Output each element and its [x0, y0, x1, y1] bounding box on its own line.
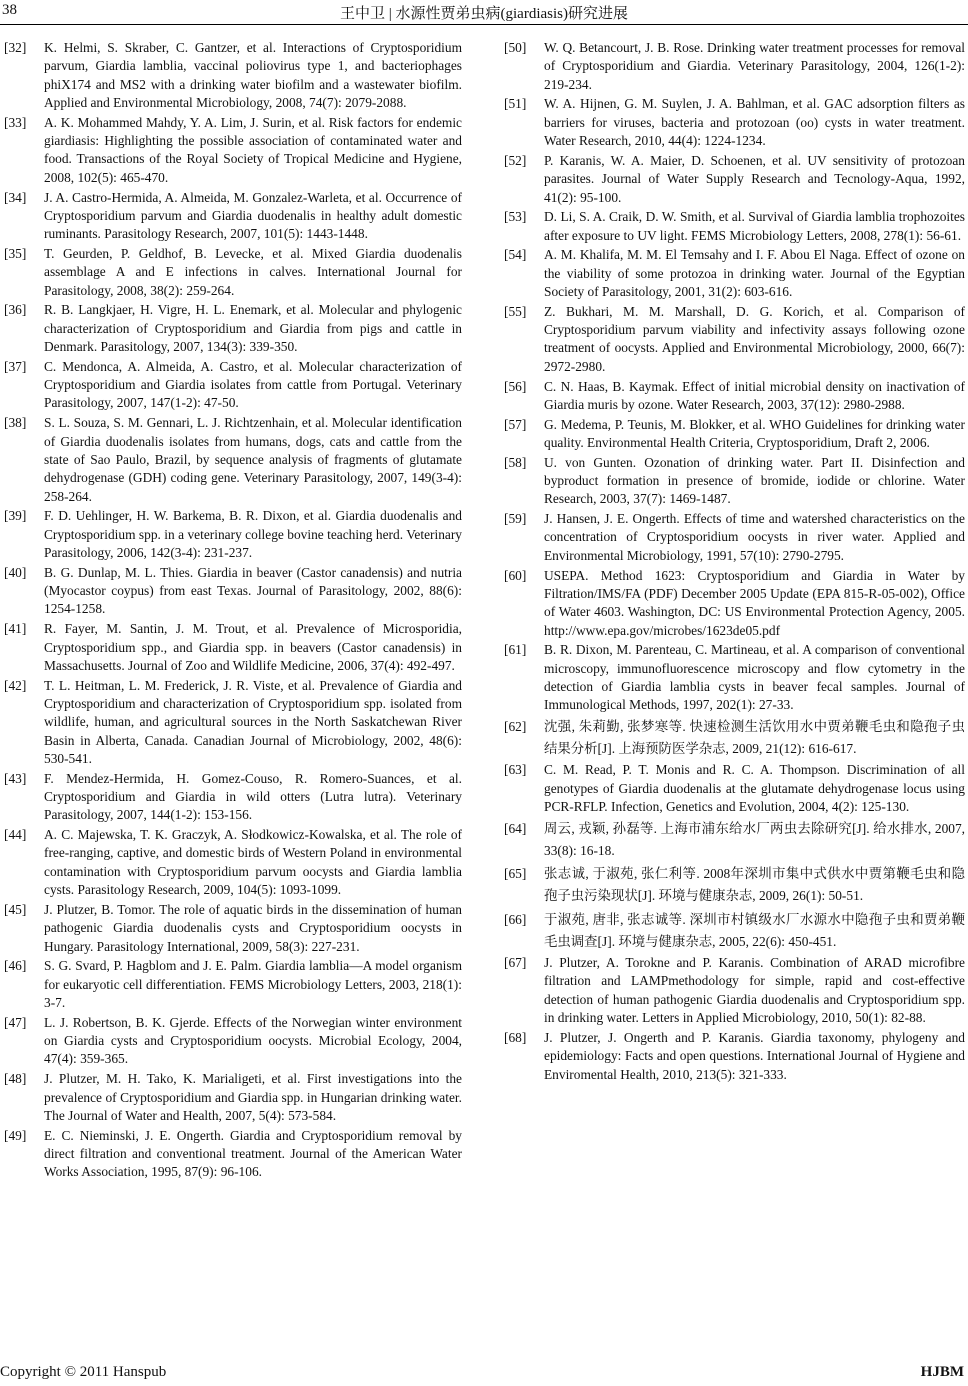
reference-item	[4, 114, 462, 187]
reference-item	[4, 507, 462, 562]
reference-item	[504, 641, 965, 714]
reference-item	[4, 564, 462, 619]
reference-number: [50]	[504, 40, 527, 55]
reference-text: Z. Bukhari, M. M. Marshall, D. G. Korich, et al. Comparison of Cryptosporidium parvum viability and infectivity assays following ozone treatment of oocysts. Applied and Environmental Microbiology, 2000, 66(7): 2972-2980.	[544, 303, 965, 374]
page-header	[0, 0, 968, 28]
reference-item	[4, 957, 462, 1012]
reference-number: [61]	[504, 642, 527, 658]
reference-number: [54]	[504, 247, 527, 263]
reference-item	[4, 358, 462, 413]
page-footer	[0, 1360, 968, 1382]
reference-number: [55]	[504, 303, 527, 319]
reference-text: 于淑苑, 唐非, 张志诚等. 深圳市村镇级水厂水源水中隐孢子虫和贾弟鞭毛虫调查[J]. 环境与健康杂志, 2005, 22(6): 450-451.	[544, 911, 965, 949]
reference-item	[4, 414, 462, 506]
reference-text: J. Hansen, J. E. Ongerth. Effects of time and watershed characteristics on the concentration of Cryptosporidium oocysts in river water. Applied and Environmental Microbiology, 1991, 57(10): 2790-2795.	[544, 511, 965, 563]
reference-text: 周云, 戎颖, 孙磊等. 上海市浦东给水厂两虫去除研究[J]. 给水排水, 2007, 33(8): 16-18.	[544, 820, 965, 858]
reference-text: C. N. Haas, B. Kaymak. Effect of initial microbial density on inactivation of Giardia muris by ozone. Water Research, 2003, 37(12): 2980-2988.	[544, 378, 965, 412]
reference-text: J. Plutzer, A. Torokne and P. Karanis. Combination of ARAD microfibre filtration and LAMPmethodology for simple, rapid and cost-effective detection of human pathogenic Giardia duodenalis and Cryptosporidium spp. in drinking water. Letters in Applied Microbiology, 2010, 50(1): 82-88.	[544, 955, 965, 1026]
reference-item	[4, 770, 462, 825]
reference-item	[504, 510, 965, 565]
reference-text: E. C. Nieminski, J. E. Ongerth. Giardia and Cryptosporidium removal by direct filtration and conventional treatment. Journal of the American Water Works Association, 1995, 87(9): 96-106.	[44, 1127, 462, 1180]
reference-number: [67]	[504, 955, 527, 971]
reference-text: B. R. Dixon, M. Parenteau, C. Martineau, et al. A comparison of conventional microscopy, immunofluorescence microscopy and flow cytometry in the detection of Giardia lamblia cysts in beaver fecal samples. Journal of Immunological Methods, 1997, 202(1): 27-33.	[544, 642, 965, 713]
reference-item	[504, 454, 965, 509]
reference-number: [59]	[504, 511, 527, 527]
reference-number: [49]	[4, 1127, 27, 1143]
reference-number: [37]	[4, 358, 27, 374]
reference-number: [34]	[4, 189, 27, 205]
reference-item	[4, 1014, 462, 1069]
reference-number: [60]	[504, 567, 527, 583]
reference-text: D. Li, S. A. Craik, D. W. Smith, et al. Survival of Giardia lamblia trophozoites after exposure to UV light. FEMS Microbiology Letters, 2008, 278(1): 56-61.	[544, 209, 965, 243]
reference-item	[4, 1127, 462, 1182]
reference-text: S. G. Svard, P. Hagblom and J. E. Palm. Giardia lamblia—A model organism for eukaryotic cell differentiation. FEMS Microbiology Letters, 2003, 218(1): 3-7.	[44, 958, 462, 1010]
reference-item	[504, 954, 965, 1027]
reference-item	[504, 863, 965, 907]
reference-number: [51]	[504, 96, 527, 112]
reference-item	[504, 909, 965, 953]
reference-number: [33]	[4, 114, 27, 130]
reference-item	[504, 378, 965, 415]
reference-number: [64]	[504, 820, 527, 836]
reference-text: R. B. Langkjaer, H. Vigre, H. L. Enemark, et al. Molecular and phylogenic characterization of Cryptosporidium and Giardia from pigs and cattle in Denmark. Parasitology, 2007, 134(3): 339-350.	[44, 302, 462, 355]
reference-number: [32]	[4, 40, 27, 55]
reference-column-left	[4, 39, 462, 1183]
reference-text: C. M. Read, P. T. Monis and R. C. A. Thompson. Discrimination of all genotypes of Giardia duodenalis at the glutamate dehydrogenase locus using PCR-RFLP. Infection, Genetics and Evolution, 2004, 4(2): 125-130.	[544, 762, 965, 815]
reference-text: U. von Gunten. Ozonation of drinking water. Part II. Disinfection and byproduct formation in presence of bromide, iodide or chlorine. Water Research, 2003, 37(7): 1469-1487.	[544, 454, 965, 507]
reference-text: C. Mendonca, A. Almeida, A. Castro, et al. Molecular characterization of Cryptosporidium and Giardia isolates from cattle from Portugal. Veterinary Parasitology, 2007, 147(1-2): 47-50.	[44, 358, 462, 411]
reference-text: A. K. Mohammed Mahdy, Y. A. Lim, J. Surin, et al. Risk factors for endemic giardiasis: Highlighting the possible association of contaminated water and food. Transactions of the Royal Society of Tropical Medicine and Hygiene, 2008, 102(5): 465-470.	[44, 114, 462, 185]
reference-number: [35]	[4, 245, 27, 261]
reference-item	[4, 245, 462, 300]
reference-number: [56]	[504, 378, 527, 394]
reference-text: J. Plutzer, M. H. Tako, K. Marialigeti, et al. First investigations into the prevalence of Cryptosporidium and Giardia spp. in Hungarian drinking water. The Journal of Water and Health, 2007, 5(4): 573-584.	[44, 1071, 462, 1123]
reference-item	[504, 416, 965, 453]
reference-item	[504, 208, 965, 245]
reference-text: A. C. Majewska, T. K. Graczyk, A. Słodkowicz-Kowalska, et al. The role of free-ranging, captive, and domestic birds of Western Poland in environmental contamination with Cryptosporidium parvum oocysts and Giardia lamblia cysts. Parasitology Research, 2009, 104(5): 1093-1099.	[44, 827, 462, 898]
reference-text: A. M. Khalifa, M. M. El Temsahy and I. F. Abou El Naga. Effect of ozone on the viability of some protozoa in drinking water. Journal of the Egyptian Society of Parasitology, 2001, 31(2): 603-616.	[544, 247, 965, 300]
reference-item	[4, 1070, 462, 1125]
reference-number: [38]	[4, 415, 27, 431]
reference-text: R. Fayer, M. Santin, J. M. Trout, et al. Prevalence of Microsporidia, Cryptosporidium spp., and Giardia spp. in beavers (Castor canadensis) in Massachusetts. Journal of Zoo and Wildlife Medicine, 2006, 37(4): 492-497.	[44, 621, 462, 673]
reference-number: [46]	[4, 958, 27, 974]
reference-number: [44]	[4, 827, 27, 843]
reference-text: 沈强, 朱莉勤, 张梦寒等. 快速检测生活饮用水中贾弟鞭毛虫和隐孢子虫结果分析[J]. 上海预防医学杂志, 2009, 21(12): 616-617.	[544, 719, 965, 757]
reference-number: [41]	[4, 621, 27, 637]
reference-column-right	[504, 39, 965, 1085]
reference-text: W. Q. Betancourt, J. B. Rose. Drinking water treatment processes for removal of Cryptosporidium and Giardia. Veterinary Parasitology, 2004, 126(1-2): 219-234.	[544, 40, 965, 92]
reference-item	[504, 152, 965, 207]
reference-number: [45]	[4, 901, 27, 917]
reference-item	[504, 95, 965, 150]
running-title: 王中卫 | 水源性贾弟虫病(giardiasis)研究进展	[340, 6, 628, 22]
header-rule	[0, 24, 968, 25]
copyright-notice: Copyright © 2011 Hanspub	[0, 1364, 167, 1380]
reference-text: K. Helmi, S. Skraber, C. Gantzer, et al. Interactions of Cryptosporidium parvum, Giardia lamblia, vaccinal poliovirus type 1, and bacteriophages phiX174 and MS2 with a drinking water biofilm and a wastewater biofilm. Applied and Environmental Microbiology, 2008, 74(7): 2079-2088.	[44, 40, 462, 111]
reference-text: F. D. Uehlinger, H. W. Barkema, B. R. Dixon, et al. Giardia duodenalis and Cryptosporidium spp. in a veterinary college bovine teaching herd. Veterinary Parasitology, 2006, 142(3-4): 231-237.	[44, 508, 462, 561]
reference-text: 张志诚, 于淑苑, 张仁利等. 2008年深圳市集中式供水中贾第鞭毛虫和隐孢子虫污染现状[J]. 环境与健康杂志, 2009, 26(1): 50-51.	[544, 866, 965, 904]
reference-number: [39]	[4, 508, 27, 524]
reference-text: J. A. Castro-Hermida, A. Almeida, M. Gonzalez-Warleta, et al. Occurrence of Cryptosporidium parvum and Giardia duodenalis in healthy adult domestic ruminants. Parasitology Research, 2007, 101(5): 1443-1448.	[44, 189, 462, 242]
reference-number: [58]	[504, 454, 527, 470]
reference-number: [57]	[504, 416, 527, 432]
reference-item	[504, 716, 965, 760]
reference-item	[504, 303, 965, 376]
reference-number: [42]	[4, 677, 27, 693]
reference-text: S. L. Souza, S. M. Gennari, L. J. Richtzenhain, et al. Molecular identification of Giardia duodenalis isolates from humans, dogs, cats and cattle from the state of Sao Paulo, Brazil, by sequence analysis of fragments of glutamate dehydrogenase (GDH) coding gene. Veterinary Parasitology, 2007, 149(3-4): 258-264.	[44, 415, 462, 504]
reference-item	[504, 567, 965, 640]
reference-item	[504, 39, 965, 94]
reference-text: L. J. Robertson, B. K. Gjerde. Effects of the Norwegian winter environment on Giardia cysts and Cryptosporidium oocysts. Microbial Ecology, 2004, 47(4): 359-365.	[44, 1014, 462, 1067]
reference-text: W. A. Hijnen, G. M. Suylen, J. A. Bahlman, et al. GAC adsorption filters as barriers for viruses, bacteria and protozoan (oo) cysts in water treatment. Water Research, 2010, 44(4): 1224-1234.	[544, 96, 965, 149]
reference-number: [40]	[4, 564, 27, 580]
reference-item	[4, 677, 462, 769]
reference-item	[4, 826, 462, 899]
reference-item	[4, 189, 462, 244]
reference-text: T. Geurden, P. Geldhof, B. Levecke, et al. Mixed Giardia duodenalis assemblage A and E infections in calves. International Journal for Parasitology, 2008, 38(2): 259-264.	[44, 245, 462, 298]
reference-number: [68]	[504, 1029, 527, 1045]
reference-item	[504, 1029, 965, 1084]
reference-number: [65]	[504, 866, 527, 882]
reference-number: [63]	[504, 762, 527, 778]
reference-item	[504, 761, 965, 816]
reference-number: [66]	[504, 911, 527, 927]
reference-number: [62]	[504, 719, 527, 735]
reference-text: T. L. Heitman, L. M. Frederick, J. R. Viste, et al. Prevalence of Giardia and Cryptosporidium and characterization of Cryptosporidium spp. isolated from wildlife, human, and agricultural sources in the North Saskatchewan River Basin in Alberta, Canada. Canadian Journal of Microbiology, 2002, 48(6): 530-541.	[44, 677, 462, 766]
reference-item	[4, 39, 462, 112]
reference-item	[504, 818, 965, 862]
reference-number: [36]	[4, 302, 27, 318]
reference-number: [43]	[4, 770, 27, 786]
reference-text: B. G. Dunlap, M. L. Thies. Giardia in beaver (Castor canadensis) and nutria (Myocastor coypus) from east Texas. Journal of Parasitology, 2002, 88(6): 1254-1258.	[44, 564, 462, 617]
reference-text: J. Plutzer, B. Tomor. The role of aquatic birds in the dissemination of human pathogenic Giardia duodenalis cysts and Cryptosporidium oocysts in Hungary. Parasitology International, 2009, 58(3): 227-231.	[44, 901, 462, 954]
reference-number: [53]	[504, 209, 527, 225]
reference-text: G. Medema, P. Teunis, M. Blokker, et al. WHO Guidelines for drinking water quality. Environmental Health Criteria, Cryptosporidium, Draft 2, 2006.	[544, 416, 965, 450]
reference-text: J. Plutzer, J. Ongerth and P. Karanis. Giardia taxonomy, phylogeny and epidemiology: Facts and open questions. International Journal of Hygiene and Enviromental Health, 2010, 213(5): 321-333.	[544, 1029, 965, 1082]
reference-item	[4, 901, 462, 956]
reference-number: [48]	[4, 1071, 27, 1087]
reference-item	[504, 246, 965, 301]
page-number: 38	[2, 2, 17, 18]
reference-number: [47]	[4, 1014, 27, 1030]
journal-abbreviation: HJBM	[920, 1364, 964, 1380]
reference-text: USEPA. Method 1623: Cryptosporidium and Giardia in Water by Filtration/IMS/FA (PDF) December 2005 Update (EPA 815-R-05-002), Office of Water 4603. Washington, DC: US Environmental Protection Agency, 2005. http://www.epa.gov/microbes/1623de05.pdf	[544, 567, 965, 638]
reference-item	[4, 301, 462, 356]
reference-text: F. Mendez-Hermida, H. Gomez-Couso, R. Romero-Suances, et al. Cryptosporidium and Giardia in wild otters (Lutra lutra). Veterinary Parasitology, 2007, 144(1-2): 153-156.	[44, 770, 462, 823]
reference-text: P. Karanis, W. A. Maier, D. Schoenen, et al. UV sensitivity of protozoan parasites. Journal of Water Supply Research and Tecnology-Aqua, 1992, 41(2): 95-100.	[544, 152, 965, 205]
reference-number: [52]	[504, 152, 527, 168]
reference-item	[4, 620, 462, 675]
